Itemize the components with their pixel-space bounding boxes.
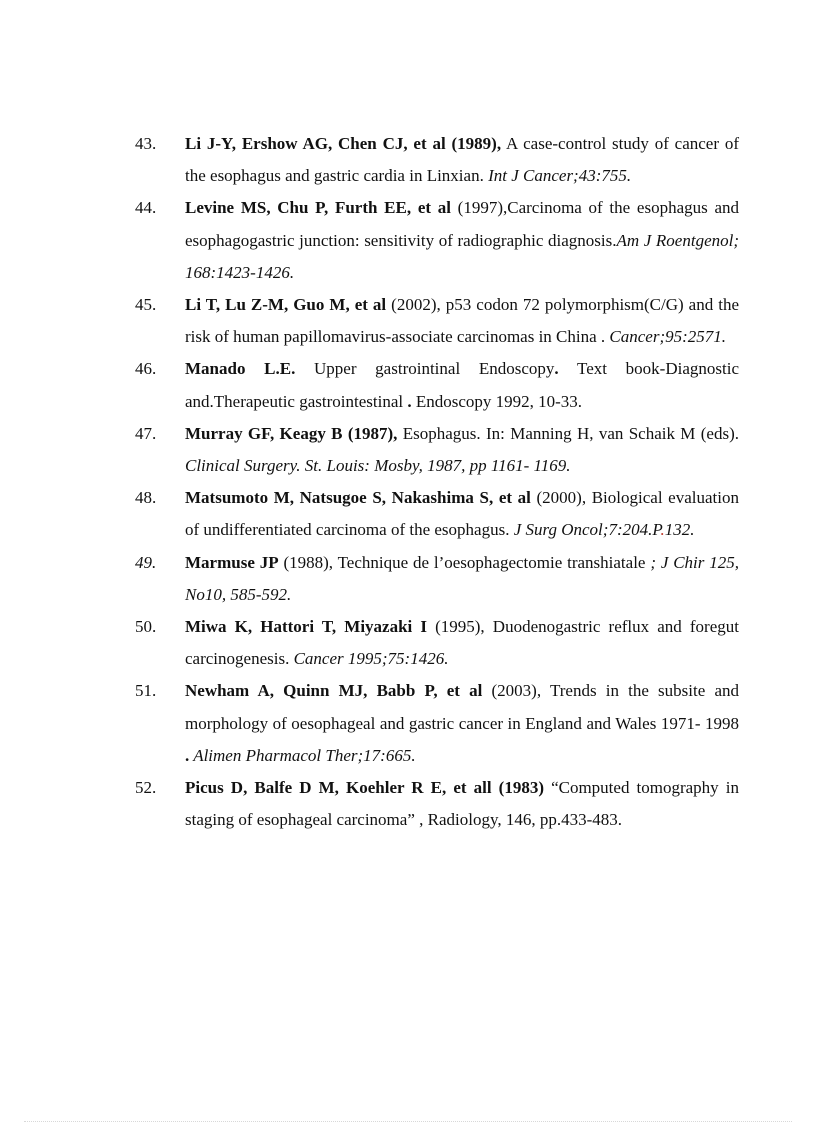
reference-source: J Surg Oncol;7:204.P	[513, 520, 661, 540]
reference-title: “Computed tomography in staging of esophageal carcinoma” , Radiology, 146, pp.433-483.	[185, 778, 739, 830]
reference-44	[135, 192, 739, 289]
reference-source: Alimen Pharmacol Ther;17:665.	[189, 745, 416, 765]
page-bottom-divider	[24, 1121, 792, 1122]
reference-48	[135, 482, 739, 546]
reference-title: Duodenogastric reflux and foregut carcinogenesis.	[185, 617, 739, 669]
reference-title: A case-control study of cancer of the esophagus and gastric cardia in Linxian.	[185, 134, 739, 186]
reference-title: Biological evaluation of undifferentiated carcinoma of the esophagus.	[185, 488, 739, 540]
reference-title: Trends in the subsite and morphology of oesophageal and gastric cancer in England and Wales 1971- 1998	[185, 681, 739, 733]
reference-45	[135, 289, 739, 353]
reference-year: (1988),	[278, 552, 334, 572]
reference-title: Endoscopy 1992, 10-33.	[411, 391, 583, 411]
reference-list	[135, 128, 739, 836]
reference-number: 52.	[135, 778, 157, 798]
reference-51	[135, 675, 739, 772]
reference-number: 44.	[135, 198, 157, 218]
reference-49	[135, 547, 739, 611]
reference-year: (2000),	[530, 488, 587, 508]
reference-43	[135, 128, 739, 192]
reference-authors: Miwa K, Hattori T, Miyazaki I	[185, 617, 427, 637]
reference-year: (1997),	[450, 198, 508, 218]
reference-source: 132.	[664, 520, 695, 540]
reference-authors: Li T, Lu Z-M, Guo M, et al	[185, 295, 387, 315]
reference-authors: Picus D, Balfe D M, Koehler R E, et all	[185, 778, 492, 798]
reference-number: 48.	[135, 488, 157, 508]
reference-title-dot: .	[403, 391, 412, 411]
reference-title-dot: .	[554, 359, 559, 379]
reference-title: Carcinoma of the esophagus and esophagogastric junction: sensitivity of radiographic diagnosis.	[185, 198, 739, 250]
reference-source: Clinical Surgery. St. Louis: Mosby, 1987, pp 1161- 1169.	[185, 456, 571, 476]
reference-source: Cancer;95:2571.	[609, 327, 727, 347]
reference-title: Technique de l’oesophagectomie transhiatale	[333, 552, 646, 572]
reference-authors: Levine MS, Chu P, Furth EE, et al	[185, 198, 451, 218]
reference-authors: Manado L.E.	[185, 359, 296, 379]
reference-source: Int J Cancer;43:755.	[483, 166, 632, 186]
reference-year: (2003),	[482, 681, 542, 701]
reference-year: (1983)	[491, 778, 544, 798]
reference-source-dot: .	[185, 745, 190, 765]
reference-year: (1995),	[427, 617, 485, 637]
reference-source: Am J Roentgenol; 168:1423-1426.	[185, 230, 740, 282]
reference-number: 51.	[135, 681, 157, 701]
reference-title: Esophagus. In: Manning H, van Schaik M (eds).	[397, 423, 739, 443]
reference-year: (2002),	[386, 295, 441, 315]
reference-year: (1989),	[445, 134, 502, 153]
reference-title: Text book-Diagnostic and.Therapeutic gastrointestinal	[185, 359, 739, 411]
reference-52	[135, 772, 739, 836]
reference-number: 50.	[135, 617, 157, 637]
reference-title: p53 codon 72 polymorphism(C/G) and the risk of human papillomavirus-associate carcinomas in China .	[185, 295, 740, 347]
reference-authors: Li J-Y, Ershow AG, Chen CJ, et al	[185, 134, 446, 153]
reference-source: Cancer 1995;75:1426.	[293, 649, 449, 669]
reference-source-dot: .	[660, 520, 665, 540]
reference-number: 47.	[135, 423, 157, 443]
reference-source: ; J Chir 125, No10, 585-592.	[185, 552, 739, 604]
reference-46	[135, 353, 739, 417]
reference-number: 43.	[135, 134, 157, 153]
reference-number: 49.	[135, 552, 157, 572]
reference-authors: Murray GF, Keagy B (1987),	[185, 423, 398, 443]
reference-authors: Matsumoto M, Natsugoe S, Nakashima S, et al	[185, 488, 531, 508]
reference-number: 45.	[135, 295, 157, 315]
reference-50	[135, 611, 739, 675]
reference-title: Upper gastrointinal Endoscopy	[295, 359, 555, 379]
reference-number: 46.	[135, 359, 157, 379]
reference-authors: Newham A, Quinn MJ, Babb P, et al	[185, 681, 483, 701]
reference-47	[135, 418, 739, 482]
reference-authors: Marmuse JP	[185, 552, 279, 572]
